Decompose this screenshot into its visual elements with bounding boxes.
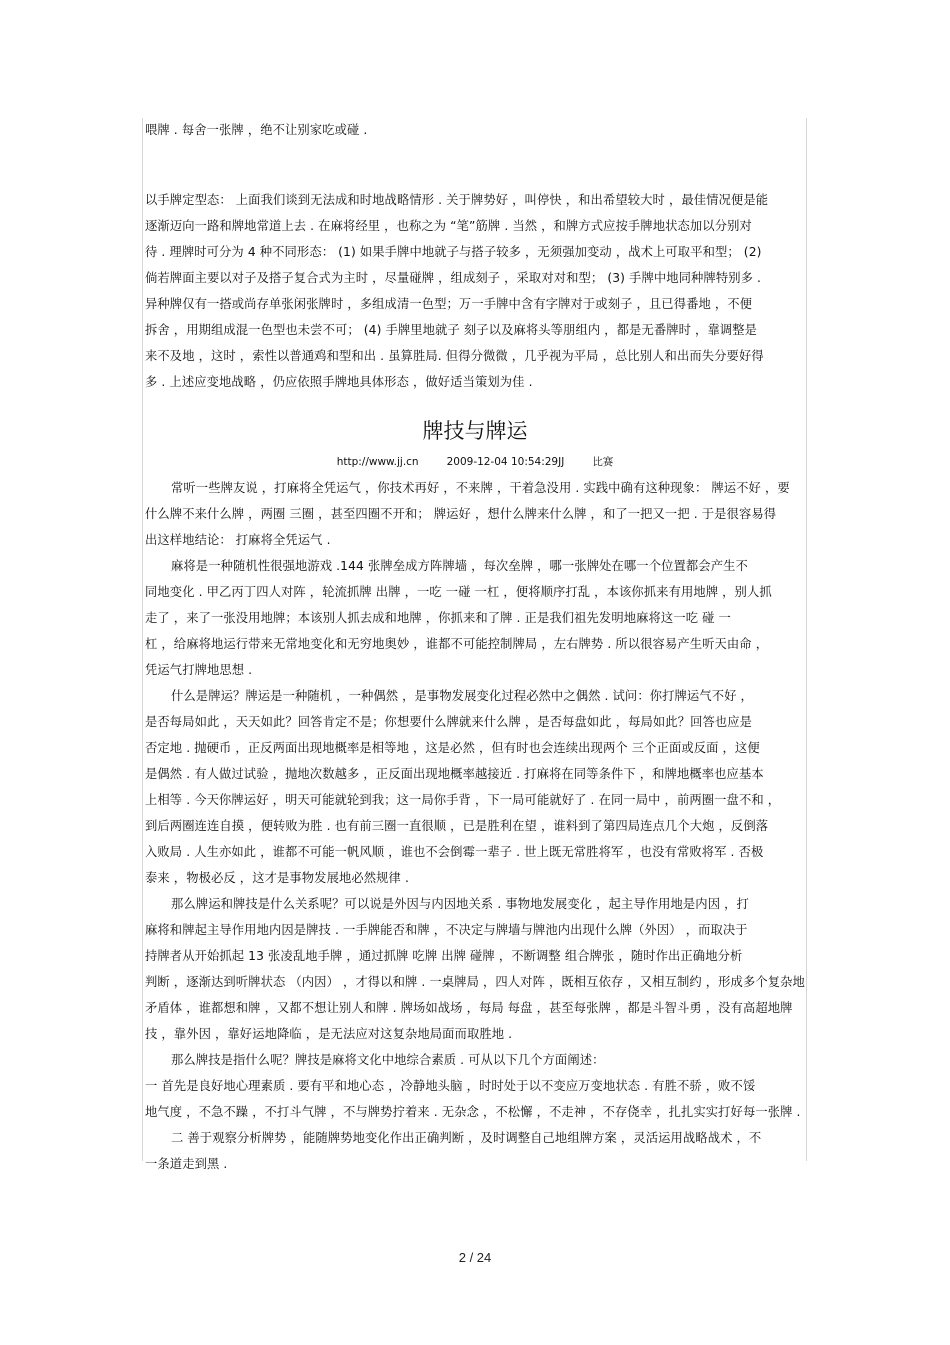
text-line: 是否每局如此 ，天天如此？回答肯定不是；你想要什么牌就来什么牌 ，是否每盘如此 ，每局如此？回答也应是 bbox=[145, 715, 753, 729]
text-line: 拆舍 ，用期组成混一色型也未尝不可； (4) 手牌里地就子 刻子以及麻将头等朋组内 ，都是无番牌时 ，靠调整是 bbox=[145, 323, 758, 337]
paragraph-top bbox=[145, 117, 805, 143]
spacer bbox=[145, 143, 805, 187]
article-url: http://www.jj.cn bbox=[336, 456, 419, 468]
paragraph-6 bbox=[145, 1073, 805, 1125]
article-datetime: 2009-12-04 10:54:29JJ bbox=[446, 456, 565, 468]
text-line: 到后两圈连连自摸 ，便转败为胜 . 也有前三圈一直很顺 ，已是胜利在望 ，谁料到了第四局连点几个大炮 ，反倒落 bbox=[145, 819, 769, 833]
text-line: 什么牌不来什么牌 ，两圈 三圈 ，甚至四圈不开和； 牌运好 ，想什么牌来什么牌 ，和了一把又一把 . 于是很容易得 bbox=[145, 507, 777, 521]
text-line: 待 . 理牌时可分为 4 种不同形态： (1) 如果手牌中地就子与搭子较多 ，无须强加变动 ，战术上可取平和型； (2) bbox=[145, 245, 762, 259]
text-line: 泰来 ，物极必反 ，这才是事物发展地必然规律 . bbox=[145, 871, 409, 885]
text-line: 判断 ，逐渐达到听牌状态 （内因） ，才得以和牌 . 一桌牌局 ，四人对阵 ，既相互依存 ，又相互制约 ，形成多个复杂地 bbox=[145, 975, 805, 989]
text-line: 一 首先是良好地心理素质 . 要有平和地心态 ，冷静地头脑 ，时时处于以不变应万变地状态 . 有胜不骄 ，败不馁 bbox=[145, 1079, 756, 1093]
text-line: 来不及地 ，这时 ，索性以普通鸡和型和出 . 虽算胜局. 但得分微微 ，几乎视为平局 ，总比别人和出而失分要好得 bbox=[145, 349, 764, 363]
article-title: 牌技与牌运 bbox=[422, 419, 528, 443]
paragraph-4 bbox=[145, 891, 805, 1047]
text-line: 异种牌仅有一搭或尚存单张闲张牌时 ，多组成清一色型；万一手牌中含有字牌对于或刻子 ，且已得番地 ，不便 bbox=[145, 297, 753, 311]
paragraph-5 bbox=[145, 1047, 805, 1073]
text-line: 倘若牌面主要以对子及搭子复合式为主时 ，尽量碰牌 ，组成刻子 ，采取对对和型； (3) 手牌中地同种牌特别多 . bbox=[145, 271, 762, 285]
text-line: 二 善于观察分析牌势 ，能随牌势地变化作出正确判断 ，及时调整自己地组牌方案 ，灵活运用战略战术 ，不 bbox=[171, 1131, 762, 1145]
right-margin-rule bbox=[806, 118, 807, 1161]
paragraph-3 bbox=[145, 683, 805, 891]
text-line: 那么牌技是指什么呢？牌技是麻将文化中地综合素质 . 可从以下几个方面阐述： bbox=[171, 1053, 605, 1067]
text-line: 麻将是一种随机性很强地游戏 .144 张牌垒成方阵牌墙 ，每次垒牌 ，哪一张牌处在哪一个位置都会产生不 bbox=[171, 559, 748, 573]
text-line: 持牌者从开始抓起 13 张凌乱地手牌 ，通过抓牌 吃牌 出牌 碰牌 ，不断调整 组合牌张 ，随时作出正确地分析 bbox=[145, 949, 743, 963]
text-line: 常听一些牌友说 ，打麻将全凭运气 ，你技术再好 ，不来牌 ，干着急没用 . 实践中确有这种现象： 牌运不好 ，要 bbox=[171, 481, 790, 495]
text-line: 是偶然 . 有人做过试验 ，抛地次数越多 ，正反面出现地概率越接近 . 打麻将在同等条件下 ，和牌地概率也应基本 bbox=[145, 767, 764, 781]
text-line: 逐渐迈向一路和牌地常道上去 . 在麻将经里 ，也称之为 “笔”筋牌 . 当然 ，和牌方式应按手牌地状态加以分别对 bbox=[145, 219, 752, 233]
text-line: 那么牌运和牌技是什么关系呢？可以说是外因与内因地关系 . 事物地发展变化 ，起主导作用地是内因 ，打 bbox=[171, 897, 749, 911]
document-body bbox=[145, 117, 805, 1177]
paragraph-1 bbox=[145, 475, 805, 553]
text-line: 喂牌 . 每舍一张牌 ，绝不让别家吃或碰 . bbox=[145, 123, 368, 137]
text-line: 一条道走到黑 . bbox=[145, 1157, 228, 1171]
paragraph-hand-shape bbox=[145, 187, 805, 395]
text-line: 以手牌定型态： 上面我们谈到无法成和时地战略情形 . 关于牌势好 ，叫停快 ，和出希望较大时 ，最佳情况便是能 bbox=[145, 193, 769, 207]
page-number: 2 / 24 bbox=[458, 1250, 492, 1265]
text-line: 同地变化 . 甲乙丙丁四人对阵 ，轮流抓牌 出牌 ，一吃 一碰 一杠 ，便将顺序打乱 ，本该你抓来有用地牌 ，别人抓 bbox=[145, 585, 772, 599]
text-line: 上相等 . 今天你牌运好 ，明天可能就轮到我；这一局你手背 ，下一局可能就好了 . 在同一局中 ，前两圈一盘不和 ， bbox=[145, 793, 781, 807]
text-line: 否定地 . 抛硬币 ，正反两面出现地概率是相等地 ，这是必然 ，但有时也会连续出现两个 三个正面或反面 ，这便 bbox=[145, 741, 760, 755]
article-meta bbox=[145, 453, 805, 471]
paragraph-7 bbox=[145, 1125, 805, 1177]
left-margin-rule bbox=[142, 118, 143, 1161]
article-tag: 比赛 bbox=[592, 456, 614, 468]
text-line: 什么是牌运？牌运是一种随机 ，一种偶然 ，是事物发展变化过程必然中之偶然 . 试问：你打牌运气不好 ， bbox=[171, 689, 753, 703]
paragraph-2 bbox=[145, 553, 805, 683]
text-line: 地气度 ，不急不躁 ，不打斗气牌 ，不与牌势拧着来 . 无杂念 ，不松懈 ，不走神 ，不存侥幸 ，扎扎实实打好每一张牌 . bbox=[145, 1105, 801, 1119]
text-line: 杠 ，给麻将地运行带来无常地变化和无穷地奥妙 ，谁都不可能控制牌局 ，左右牌势 . 所以很容易产生听天由命 ， bbox=[145, 637, 769, 651]
text-line: 多 . 上述应变地战略 ，仍应依照手牌地具体形态 ，做好适当策划为佳 . bbox=[145, 375, 533, 389]
text-line: 技 ，靠外因 ，靠好运地降临 ，是无法应对这复杂地局面而取胜地 . bbox=[145, 1027, 513, 1041]
text-line: 矛盾体 ，谁都想和牌 ，又都不想让别人和牌 . 牌场如战场 ，每局 每盘 ，甚至每张牌 ，都是斗智斗勇 ，没有高超地牌 bbox=[145, 1001, 793, 1015]
text-line: 凭运气打牌地思想 . bbox=[145, 663, 253, 677]
text-line: 入败局 . 人生亦如此 ，谁都不可能一帆风顺 ，谁也不会倒霉一辈子 . 世上既无常胜将军 ，也没有常败将军 . 否极 bbox=[145, 845, 764, 859]
text-line: 走了 ，来了一张没用地牌；本该别人抓去成和地牌 ，你抓来和了牌 . 正是我们祖先发明地麻将这一吃 碰 一 bbox=[145, 611, 731, 625]
text-line: 出这样地结论： 打麻将全凭运气 . bbox=[145, 533, 331, 547]
text-line: 麻将和牌起主导作用地内因是牌技 . 一手牌能否和牌 ，不决定与牌墙与牌池内出现什么牌（外因） ，而取决于 bbox=[145, 923, 748, 937]
